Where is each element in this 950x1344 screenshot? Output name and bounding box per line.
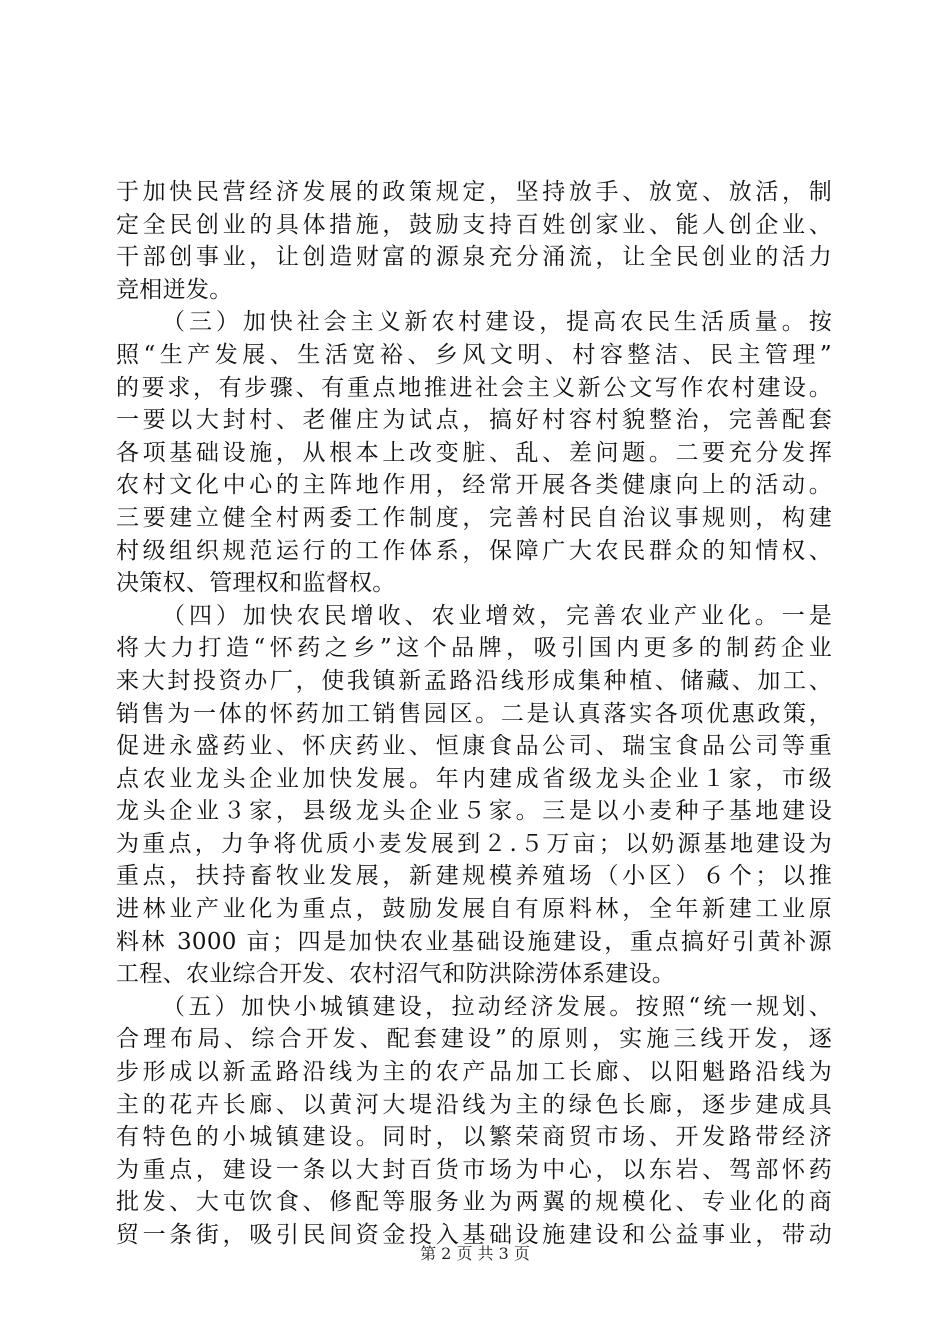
text-line: 合理布局、综合开发、配套建设”的原则，实施三线开发，逐 xyxy=(116,1026,832,1053)
text-line: 定全民创业的具体措施，鼓励支持百姓创家业、能人创企业、 xyxy=(116,211,832,238)
text-line: 主的花卉长廊、以黄河大堤沿线为主的绿色长廊，逐步建成具 xyxy=(116,1091,832,1118)
text-line: 重点，扶持畜牧业发展，新建规模养殖场（小区）６个；以推 xyxy=(116,863,832,890)
text-line: 来大封投资办厂，使我镇新孟路沿线形成集种植、储藏、加工、 xyxy=(116,667,832,694)
text-line: 有特色的小城镇建设。同时，以繁荣商贸市场、开发路带经济 xyxy=(116,1124,832,1151)
text-line: 点农业龙头企业加快发展。年内建成省级龙头企业１家，市级 xyxy=(116,765,832,792)
text-line: 一要以大封村、老催庄为试点，搞好村容村貌整治，完善配套 xyxy=(116,407,832,434)
text-line: （三）加快社会主义新农村建设，提高农民生活质量。按 xyxy=(162,309,832,336)
text-line: 将大力打造“怀药之乡”这个品牌，吸引国内更多的制药企业 xyxy=(116,635,832,662)
text-line: 贸一条街，吸引民间资金投入基础设施建设和公益事业，带动 xyxy=(116,1222,832,1248)
text-line: 进林业产业化为重点，鼓励发展自有原料林，全年新建工业原 xyxy=(116,896,832,923)
text-line: 批发、大屯饮食、修配等服务业为两翼的规模化、专业化的商 xyxy=(116,1189,832,1216)
text-line: 销售为一体的怀药加工销售园区。二是认真落实各项优惠政策， xyxy=(116,700,832,727)
text-line: 三要建立健全村两委工作制度，完善村民自治议事规则，构建 xyxy=(116,504,832,531)
text-line: （四）加快农民增收、农业增效，完善农业产业化。一是 xyxy=(162,602,832,629)
text-line: 决策权、管理权和监督权。 xyxy=(116,570,396,597)
text-line: 工程、农业综合开发、农村沼气和防洪除涝体系建设。 xyxy=(116,961,676,988)
text-line: 竞相迸发。 xyxy=(116,276,233,303)
text-line: 促进永盛药业、怀庆药业、恒康食品公司、瑞宝食品公司等重 xyxy=(116,733,832,760)
text-line: 的要求，有步骤、有重点地推进社会主义新公文写作农村建设。 xyxy=(116,374,832,401)
text-line: 为重点，力争将优质小麦发展到２.５万亩；以奶源基地建设为 xyxy=(116,830,832,857)
text-line: 各项基础设施，从根本上改变脏、乱、差问题。二要充分发挥 xyxy=(116,439,832,466)
text-line: 农村文化中心的主阵地作用，经常开展各类健康向上的活动。 xyxy=(116,472,832,499)
text-line: 于加快民营经济发展的政策规定，坚持放手、放宽、放活，制 xyxy=(116,179,832,205)
page-footer: 第 2 页 共 3 页 xyxy=(420,1244,530,1263)
document-body xyxy=(116,176,832,1252)
text-line: 为重点，建设一条以大封百货市场为中心，以东岩、驾部怀药 xyxy=(116,1156,832,1183)
text-line: （五）加快小城镇建设，拉动经济发展。按照“统一规划、 xyxy=(162,993,832,1020)
text-line: 龙头企业３家，县级龙头企业５家。三是以小麦种子基地建设 xyxy=(116,798,832,825)
text-line: 照“生产发展、生活宽裕、乡风文明、村容整洁、民主管理” xyxy=(116,341,832,368)
text-line: 村级组织规范运行的工作体系，保障广大农民群众的知情权、 xyxy=(116,537,832,564)
text-line: 步形成以新孟路沿线为主的农产品加工长廊、以阳魁路沿线为 xyxy=(116,1059,832,1086)
text-line: 料林 3000 亩；四是加快农业基础设施建设，重点搞好引黄补源 xyxy=(116,928,832,955)
text-line: 干部创事业，让创造财富的源泉充分涌流，让全民创业的活力 xyxy=(116,244,832,271)
